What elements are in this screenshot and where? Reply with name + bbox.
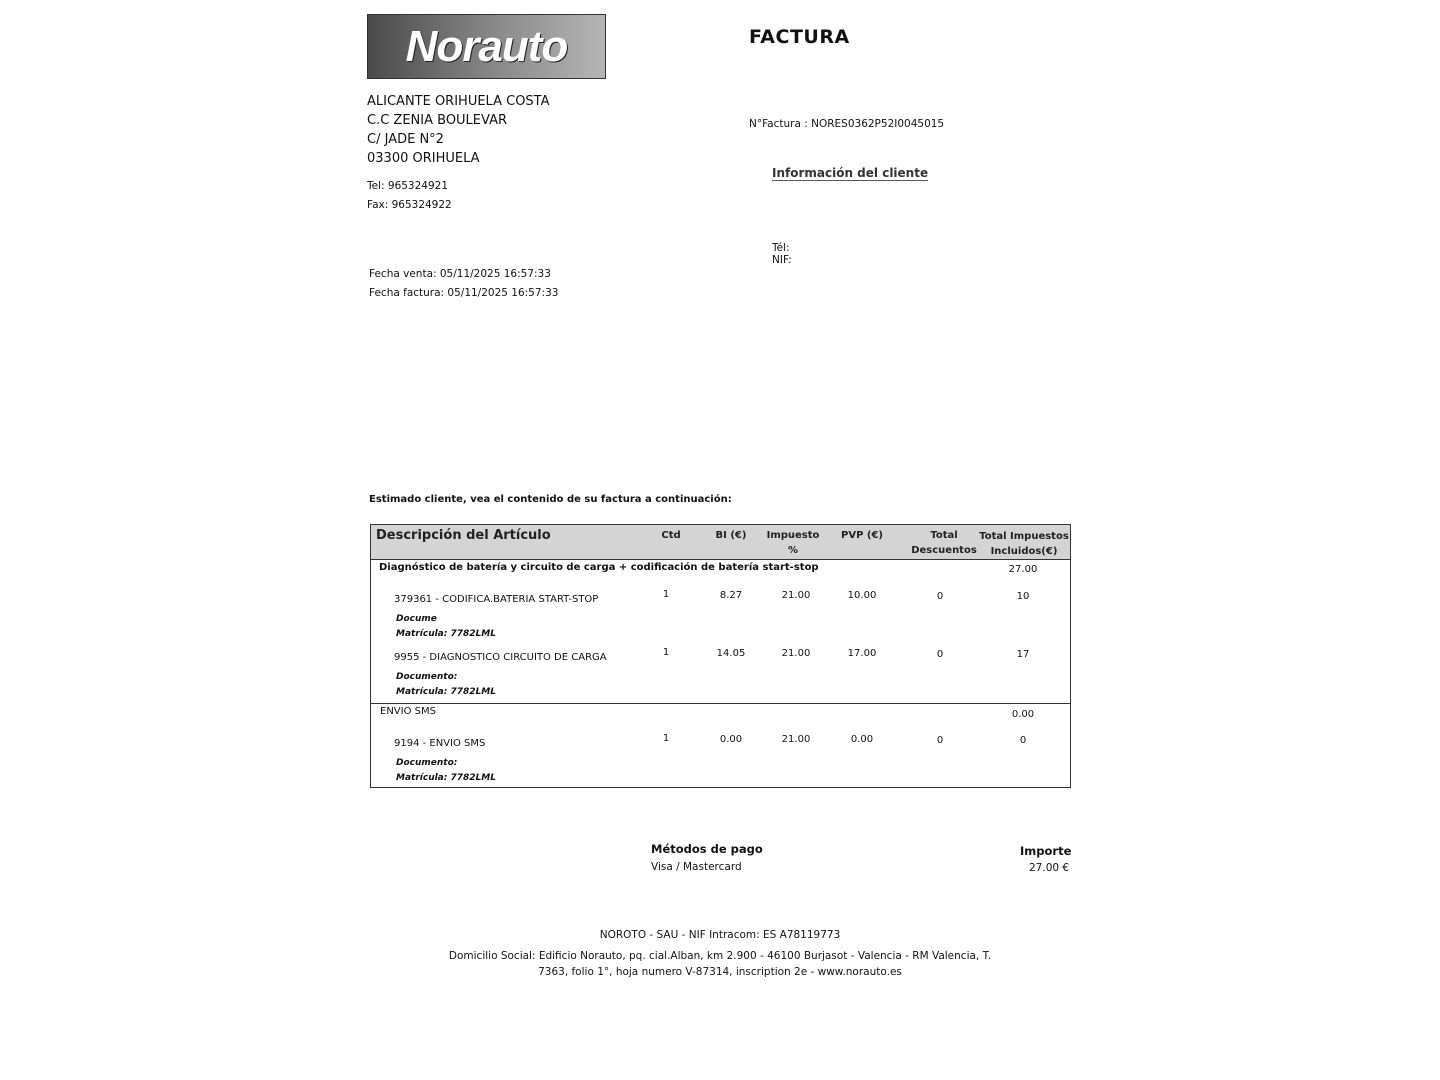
item-impuesto: 21.00 <box>781 590 811 601</box>
item-document: Docume <box>396 614 437 624</box>
item-impuesto: 21.00 <box>781 648 811 659</box>
invoice-number: N°Factura : NORES0362P52I0045015 <box>749 118 945 130</box>
item-total: 10 <box>1016 591 1030 602</box>
group-total: 0.00 <box>1011 709 1035 720</box>
client-info-heading: Información del cliente <box>772 166 929 180</box>
item-bi: 0.00 <box>719 734 743 745</box>
item-pvp: 0.00 <box>850 734 874 745</box>
item-name: 9955 - DIAGNOSTICO CIRCUITO DE CARGA <box>394 652 607 663</box>
store-fax: Fax: 965324922 <box>367 199 452 211</box>
amount-value: 27.00 € <box>1029 862 1070 874</box>
header-pvp: PVP (€) <box>841 530 883 541</box>
store-tel: Tel: 965324921 <box>367 180 449 192</box>
item-document: Documento: <box>396 758 458 768</box>
group-total: 27.00 <box>1008 564 1038 575</box>
item-document: Documento: <box>396 672 458 682</box>
item-bi: 14.05 <box>716 648 746 659</box>
item-descuentos: 0 <box>936 735 944 746</box>
header-descuentos-line1: Total <box>930 530 958 541</box>
header-bi: BI (€) <box>715 530 747 541</box>
item-ctd: 1 <box>662 733 670 744</box>
item-ctd: 1 <box>662 647 670 658</box>
header-impuesto <box>763 528 823 558</box>
document-title: FACTURA <box>749 26 850 48</box>
invoice-date: Fecha factura: 05/11/2025 16:57:33 <box>369 287 559 299</box>
client-fields <box>772 242 792 266</box>
header-ctd: Ctd <box>661 530 681 541</box>
group-title: ENVIO SMS <box>380 706 436 717</box>
item-descuentos: 0 <box>936 649 944 660</box>
group-title: Diagnóstico de batería y circuito de carga + codificación de batería start-stop <box>379 562 819 573</box>
item-matricula: Matrícula: 7782LML <box>396 773 496 783</box>
item-matricula: Matrícula: 7782LML <box>396 687 496 697</box>
store-contact <box>367 177 452 215</box>
item-pvp: 17.00 <box>847 648 877 659</box>
client-tel-label: Tél: <box>772 242 790 254</box>
header-description: Descripción del Artículo <box>376 528 551 543</box>
item-matricula: Matrícula: 7782LML <box>396 629 496 639</box>
item-name: 379361 - CODIFICA.BATERIA START-STOP <box>394 594 599 605</box>
company-address-line2: 7363, folio 1°, hoja numero V-87314, inscription 2e - www.norauto.es <box>538 966 902 978</box>
table-header <box>371 525 1070 560</box>
address-line: C/ JADE N°2 <box>367 132 444 147</box>
header-total-line1: Total Impuestos <box>979 531 1069 542</box>
item-ctd: 1 <box>662 589 670 600</box>
header-impuesto-line2: % <box>787 545 799 556</box>
norauto-logo <box>367 14 606 79</box>
header-descuentos-line2: Descuentos <box>911 545 977 556</box>
intro-text: Estimado cliente, vea el contenido de su factura a continuación: <box>369 494 732 505</box>
item-pvp: 10.00 <box>847 590 877 601</box>
header-impuesto-line1: Impuesto <box>766 530 820 541</box>
item-name: 9194 - ENVIO SMS <box>394 738 486 749</box>
payment-methods-value: Visa / Mastercard <box>651 861 742 873</box>
amount-label: Importe <box>1020 844 1072 858</box>
item-total: 0 <box>1019 735 1027 746</box>
address-line: 03300 ORIHUELA <box>367 151 480 166</box>
invoice-dates <box>369 265 558 303</box>
item-descuentos: 0 <box>936 591 944 602</box>
logo-text: Norauto <box>405 21 568 71</box>
company-legal: NOROTO - SAU - NIF Intracom: ES A78119773 <box>599 929 841 941</box>
header-total <box>979 529 1069 559</box>
items-table <box>370 524 1071 788</box>
header-descuentos <box>909 528 979 558</box>
payment-methods-label: Métodos de pago <box>651 842 763 856</box>
header-total-line2: Incluidos(€) <box>990 546 1058 557</box>
item-total: 17 <box>1016 649 1030 660</box>
item-bi: 8.27 <box>719 590 743 601</box>
client-nif-label: NIF: <box>772 254 792 266</box>
company-address <box>0 948 1440 980</box>
sale-date: Fecha venta: 05/11/2025 16:57:33 <box>369 268 551 280</box>
company-address-line1: Domicilio Social: Edificio Norauto, pq. cial.Alban, km 2.900 - 46100 Burjasot - Valencia - RM Valencia, T. <box>448 950 992 962</box>
group-divider <box>371 703 1070 704</box>
item-impuesto: 21.00 <box>781 734 811 745</box>
store-address <box>367 92 550 168</box>
address-line: ALICANTE ORIHUELA COSTA <box>367 94 550 109</box>
address-line: C.C ZENIA BOULEVAR <box>367 113 508 128</box>
